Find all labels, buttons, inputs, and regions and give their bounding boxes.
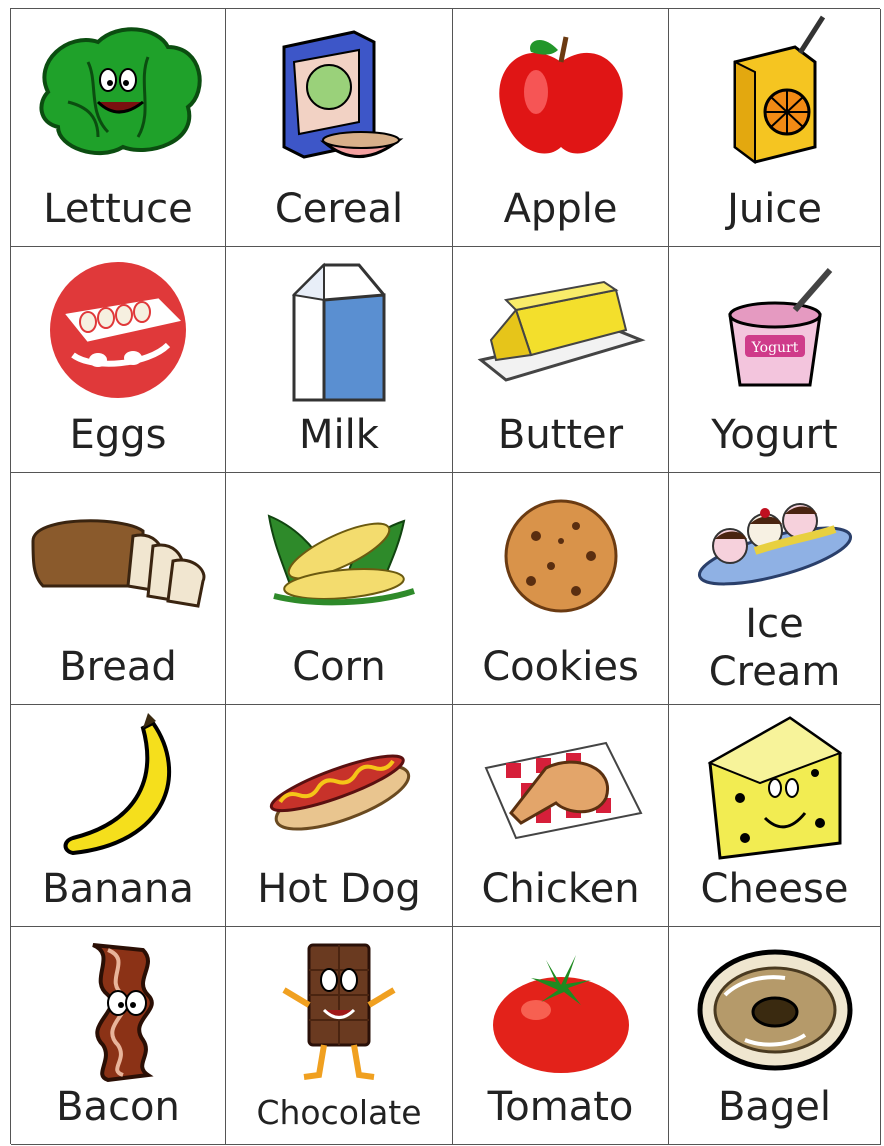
yogurt-icon xyxy=(705,260,845,400)
card-label: Chocolate xyxy=(256,1093,422,1132)
card-eggs xyxy=(11,247,226,473)
card-chocolate xyxy=(226,927,453,1145)
card-label: Lettuce xyxy=(43,186,193,232)
card-bread xyxy=(11,473,226,705)
card-label: Hot Dog xyxy=(257,866,421,912)
svg-text:Yogurt: Yogurt xyxy=(751,340,798,356)
card-label: Bagel xyxy=(717,1084,832,1130)
milk-carton-icon xyxy=(274,255,404,405)
cookie-icon xyxy=(496,496,626,616)
cheese-icon xyxy=(700,713,850,863)
card-apple xyxy=(453,9,669,247)
card-label: Banana xyxy=(42,866,194,912)
card-hot-dog xyxy=(226,705,453,927)
card-label: Bread xyxy=(59,644,177,690)
tomato-icon xyxy=(486,940,636,1080)
card-label: Apple xyxy=(503,186,618,232)
card-juice xyxy=(669,9,881,247)
card-cereal xyxy=(226,9,453,247)
juice-box-icon xyxy=(705,17,845,167)
card-label-line-1: Ice xyxy=(745,601,804,647)
card-label: Chicken xyxy=(481,866,640,912)
corn-icon xyxy=(254,496,424,616)
card-label: Cookies xyxy=(482,644,639,690)
card-cookies xyxy=(453,473,669,705)
card-banana xyxy=(11,705,226,927)
card-corn xyxy=(226,473,453,705)
apple-icon xyxy=(486,22,636,162)
card-bacon xyxy=(11,927,226,1145)
card-label: Cereal xyxy=(274,186,404,232)
card-chicken xyxy=(453,705,669,927)
card-label-line-2: Cream xyxy=(708,649,841,695)
card-label: Milk xyxy=(299,412,379,458)
butter-icon xyxy=(476,270,646,390)
card-label: Juice xyxy=(727,186,822,232)
card-cheese xyxy=(669,705,881,927)
card-label xyxy=(669,600,880,696)
chocolate-icon xyxy=(269,935,409,1085)
lettuce-icon xyxy=(28,22,208,162)
ice-cream-icon xyxy=(695,491,855,581)
cereal-icon xyxy=(264,22,414,162)
hot-dog-icon xyxy=(264,733,414,843)
card-yogurt xyxy=(669,247,881,473)
chicken-icon xyxy=(476,728,646,848)
card-ice-cream xyxy=(669,473,881,705)
card-label: Yogurt xyxy=(711,412,838,458)
card-lettuce xyxy=(11,9,226,247)
card-milk xyxy=(226,247,453,473)
card-tomato xyxy=(453,927,669,1145)
bagel-icon xyxy=(695,940,855,1080)
card-butter xyxy=(453,247,669,473)
card-label: Bacon xyxy=(56,1084,180,1130)
eggs-icon xyxy=(38,260,198,400)
card-label: Corn xyxy=(292,644,386,690)
card-label: Eggs xyxy=(69,412,167,458)
card-label: Butter xyxy=(497,412,624,458)
banana-icon xyxy=(48,713,188,863)
bacon-icon xyxy=(63,935,173,1085)
card-label: Tomato xyxy=(487,1084,634,1130)
card-bagel xyxy=(669,927,881,1145)
bread-icon xyxy=(23,501,213,611)
card-label: Cheese xyxy=(700,866,849,912)
food-card-grid xyxy=(10,8,880,1144)
